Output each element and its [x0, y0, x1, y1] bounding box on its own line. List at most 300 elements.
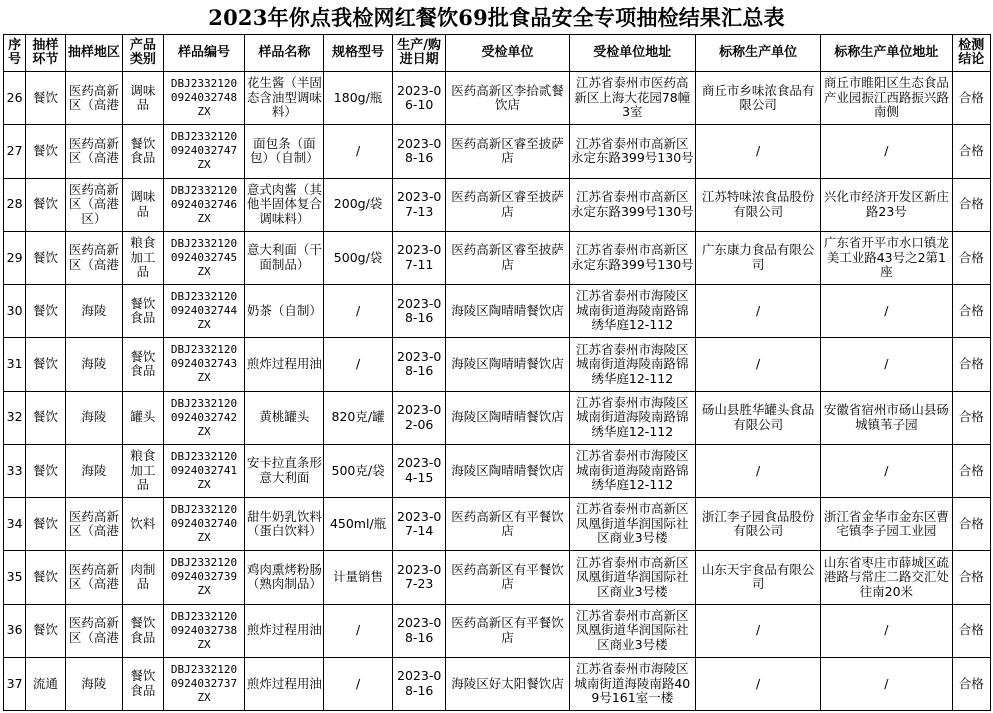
cell-text: 调味品 — [130, 83, 156, 113]
cell-text: 2023-06-10 — [397, 83, 442, 113]
cell-manufacturer — [695, 551, 820, 604]
cell-text: 江苏省泰州市海陵区城南街道海陵南路锦绣华庭12-112 — [576, 342, 689, 386]
cell-stage — [26, 178, 65, 231]
cell-sample-id — [163, 657, 245, 710]
cell-text: 广东省开平市水口镇龙美工业路43号之2第1座 — [823, 236, 949, 280]
header-row — [4, 35, 991, 72]
cell-text: 餐饮食品 — [130, 296, 156, 326]
cell-manufacturer — [695, 125, 820, 178]
cell-stage — [26, 551, 65, 604]
cell-date — [392, 125, 446, 178]
cell-sample-name — [245, 498, 324, 551]
table-row — [4, 444, 991, 497]
col-header-conclusion: 检测结论 — [952, 35, 990, 72]
cell-text: 花生酱（半固态含油型调味料） — [246, 76, 322, 120]
cell-manufacturer-address — [821, 604, 952, 657]
cell-text: 奶茶（自制） — [246, 303, 322, 318]
cell-text: 合格 — [958, 623, 984, 638]
cell-text: 餐饮 — [32, 357, 58, 372]
cell-inspected-unit — [446, 444, 569, 497]
cell-spec — [324, 285, 393, 338]
cell-text: 医药高新区有平餐饮店 — [451, 616, 564, 645]
cell-spec — [324, 551, 393, 604]
cell-sample-name — [245, 657, 324, 710]
cell-text: DBJ2332120 0924032740 ZX — [170, 503, 238, 545]
cell-manufacturer-address — [821, 231, 952, 284]
cell-date — [392, 178, 446, 231]
cell-manufacturer — [695, 231, 820, 284]
cell-sample-id — [163, 338, 245, 391]
cell-text: 合格 — [958, 90, 984, 105]
cell-region — [65, 231, 123, 284]
cell-text: / — [755, 463, 761, 478]
cell-text: 江苏省泰州市高新区永定东路399号130号 — [570, 190, 694, 219]
cell-text: 医药高新区（高港 — [68, 136, 119, 166]
cell-text: 合格 — [958, 197, 984, 212]
cell-conclusion — [952, 498, 990, 551]
cell-region — [65, 657, 123, 710]
cell-text: 海陵 — [81, 676, 107, 691]
cell-text: 海陵区陶晴晴餐饮店 — [451, 303, 564, 318]
cell-text: DBJ2332120 0924032737 ZX — [170, 662, 238, 704]
cell-text: 医药高新区（高港 — [68, 509, 119, 539]
cell-conclusion — [952, 72, 990, 125]
cell-text: 合格 — [958, 463, 984, 478]
cell-text: 2023-08-16 — [397, 616, 442, 645]
cell-text: 江苏省泰州市海陵区城南街道海陵南路锦绣华庭12-112 — [576, 449, 689, 493]
cell-text: 医药高新区李拾贰餐饮店 — [451, 83, 564, 113]
cell-text: DBJ2332120 0924032738 ZX — [170, 609, 238, 651]
cell-text: 820克/罐 — [331, 410, 385, 425]
cell-text: 医药高新区（高港 — [68, 616, 119, 645]
cell-text: 餐饮 — [32, 410, 58, 425]
cell-text: 180g/瓶 — [333, 90, 383, 105]
cell-text: 合格 — [958, 570, 984, 585]
cell-text: 餐饮 — [32, 516, 58, 531]
cell-text: / — [355, 676, 361, 691]
cell-inspected-address — [569, 125, 695, 178]
cell-index — [4, 551, 26, 604]
table-row — [4, 498, 991, 551]
results-table — [3, 34, 991, 711]
cell-sample-id — [163, 391, 245, 444]
cell-text: 兴化市经济开发区新庄路23号 — [823, 190, 949, 219]
cell-sample-name — [245, 72, 324, 125]
cell-text: 2023-04-15 — [397, 456, 442, 485]
cell-region — [65, 178, 123, 231]
cell-text: 江苏省泰州市高新区永定东路399号130号 — [570, 136, 694, 166]
cell-text: 26 — [6, 90, 23, 105]
cell-text: 海陵 — [81, 410, 107, 425]
cell-manufacturer-address — [821, 338, 952, 391]
cell-category — [123, 444, 163, 497]
cell-sample-name — [245, 551, 324, 604]
cell-text: DBJ2332120 0924032746 ZX — [170, 183, 238, 225]
cell-sample-id — [163, 285, 245, 338]
cell-stage — [26, 444, 65, 497]
cell-sample-name — [245, 444, 324, 497]
cell-text: DBJ2332120 0924032739 ZX — [170, 556, 238, 598]
cell-manufacturer — [695, 498, 820, 551]
col-header-manufacturer: 标称生产单位 — [695, 35, 820, 72]
cell-text: 江苏特味浓食品股份有限公司 — [701, 190, 815, 219]
cell-text: 海陵区陶晴晴餐饮店 — [451, 410, 564, 425]
cell-category — [123, 125, 163, 178]
cell-date — [392, 657, 446, 710]
table-row — [4, 391, 991, 444]
cell-text: 合格 — [958, 144, 984, 159]
cell-text: 34 — [6, 516, 23, 531]
cell-manufacturer-address — [821, 391, 952, 444]
cell-region — [65, 498, 123, 551]
cell-text: / — [755, 676, 761, 691]
cell-manufacturer-address — [821, 444, 952, 497]
cell-text: 33 — [6, 463, 23, 478]
cell-sample-name — [245, 231, 324, 284]
cell-text: / — [884, 623, 889, 638]
cell-sample-name — [245, 285, 324, 338]
cell-inspected-unit — [446, 498, 569, 551]
cell-spec — [324, 178, 393, 231]
cell-conclusion — [952, 391, 990, 444]
cell-sample-id — [163, 604, 245, 657]
cell-text: 2023-08-16 — [397, 296, 442, 326]
cell-sample-id — [163, 231, 245, 284]
cell-text: 江苏省泰州市海陵区城南街道海陵南路锦绣华庭12-112 — [576, 395, 689, 439]
cell-index — [4, 657, 26, 710]
cell-text: 2023-08-16 — [397, 349, 442, 379]
cell-text: 意大利面（干面制品） — [246, 243, 322, 272]
cell-text: 浙江李子园食品股份有限公司 — [701, 509, 815, 539]
cell-text: 海陵区陶晴晴餐饮店 — [451, 357, 564, 372]
cell-text: 合格 — [958, 410, 984, 425]
cell-text: 餐饮 — [32, 197, 58, 212]
cell-date — [392, 285, 446, 338]
cell-stage — [26, 285, 65, 338]
cell-inspected-address — [569, 285, 695, 338]
table-row — [4, 125, 991, 178]
cell-spec — [324, 391, 393, 444]
cell-sample-id — [163, 551, 245, 604]
cell-text: 2023-07-11 — [397, 243, 442, 272]
cell-text: / — [755, 303, 761, 318]
col-header-inspected-unit: 受检单位 — [446, 35, 569, 72]
cell-category — [123, 178, 163, 231]
cell-text: 甜牛奶乳饮料（蛋白饮料） — [246, 509, 322, 539]
cell-manufacturer — [695, 338, 820, 391]
cell-region — [65, 604, 123, 657]
cell-date — [392, 72, 446, 125]
cell-manufacturer — [695, 285, 820, 338]
col-header-sample-id: 样品编号 — [163, 35, 245, 72]
cell-sample-id — [163, 178, 245, 231]
cell-conclusion — [952, 285, 990, 338]
cell-spec — [324, 72, 393, 125]
cell-text: 江苏省泰州市高新区凤凰街道华润国际社区商业3号楼 — [576, 555, 689, 599]
cell-index — [4, 338, 26, 391]
cell-spec — [324, 657, 393, 710]
cell-conclusion — [952, 178, 990, 231]
table-row — [4, 231, 991, 284]
cell-inspected-unit — [446, 391, 569, 444]
cell-text: 28 — [6, 197, 23, 212]
table-row — [4, 285, 991, 338]
cell-text: 30 — [6, 303, 23, 318]
cell-sample-name — [245, 604, 324, 657]
cell-text: 肉制品 — [130, 562, 156, 592]
cell-text: 医药高新区有平餐饮店 — [451, 562, 564, 592]
cell-text: 合格 — [958, 357, 984, 372]
cell-date — [392, 338, 446, 391]
cell-text: DBJ2332120 0924032747 ZX — [170, 130, 238, 172]
cell-region — [65, 125, 123, 178]
cell-text: / — [355, 144, 361, 159]
table-row — [4, 338, 991, 391]
cell-text: 500g/袋 — [333, 250, 383, 265]
cell-text: DBJ2332120 0924032744 ZX — [170, 290, 238, 332]
cell-stage — [26, 604, 65, 657]
cell-spec — [324, 231, 393, 284]
cell-text: 江苏省泰州市高新区凤凰街道华润国际社区商业3号楼 — [576, 608, 689, 652]
cell-text: 海陵 — [81, 357, 107, 372]
col-header-spec: 规格型号 — [324, 35, 393, 72]
cell-text: 餐饮 — [32, 144, 58, 159]
cell-date — [392, 391, 446, 444]
cell-manufacturer — [695, 604, 820, 657]
cell-category — [123, 498, 163, 551]
cell-category — [123, 657, 163, 710]
cell-text: 合格 — [958, 303, 984, 318]
cell-text: 500克/袋 — [331, 463, 385, 478]
cell-text: 山东天宇食品有限公司 — [701, 562, 815, 592]
cell-text: 合格 — [958, 516, 984, 531]
cell-category — [123, 604, 163, 657]
cell-manufacturer-address — [821, 125, 952, 178]
cell-inspected-unit — [446, 551, 569, 604]
cell-text: 31 — [6, 357, 23, 372]
cell-manufacturer — [695, 657, 820, 710]
cell-text: 医药高新区（高港 — [68, 243, 119, 272]
cell-index — [4, 72, 26, 125]
cell-spec — [324, 338, 393, 391]
cell-index — [4, 285, 26, 338]
cell-date — [392, 551, 446, 604]
col-header-manufacturer-address: 标称生产单位地址 — [821, 35, 952, 72]
cell-inspected-unit — [446, 338, 569, 391]
cell-region — [65, 391, 123, 444]
cell-manufacturer-address — [821, 72, 952, 125]
cell-text: 32 — [6, 410, 23, 425]
cell-category — [123, 551, 163, 604]
cell-text: DBJ2332120 0924032745 ZX — [170, 236, 238, 278]
col-header-index: 序号 — [4, 35, 26, 72]
cell-text: 海陵区好太阳餐饮店 — [451, 676, 564, 691]
cell-region — [65, 338, 123, 391]
cell-region — [65, 285, 123, 338]
cell-text: 2023-07-14 — [397, 509, 442, 539]
cell-text: 餐饮 — [32, 90, 58, 105]
table-row — [4, 551, 991, 604]
cell-text: 流通 — [32, 676, 58, 691]
cell-text: DBJ2332120 0924032741 ZX — [170, 449, 238, 491]
cell-text: 200g/袋 — [333, 197, 383, 212]
table-row — [4, 72, 991, 125]
cell-inspected-unit — [446, 125, 569, 178]
cell-text: 餐饮 — [32, 463, 58, 478]
cell-stage — [26, 338, 65, 391]
cell-text: 医药高新区睿至披萨店 — [451, 136, 564, 166]
cell-text: 医药高新区（高港 — [68, 83, 119, 113]
cell-text: / — [355, 303, 361, 318]
cell-text: 江苏省泰州市医药高新区上海大花园78幢3室 — [574, 76, 691, 120]
cell-text: 鸡肉熏烤粉肠（熟肉制品） — [246, 562, 322, 592]
cell-text: 2023-08-16 — [397, 136, 442, 166]
cell-text: 海陵 — [81, 463, 107, 478]
cell-conclusion — [952, 231, 990, 284]
cell-index — [4, 604, 26, 657]
cell-text: 合格 — [958, 250, 984, 265]
cell-text: 36 — [6, 623, 23, 638]
cell-text: 餐饮 — [32, 250, 58, 265]
cell-sample-id — [163, 444, 245, 497]
table-row — [4, 657, 991, 710]
cell-conclusion — [952, 551, 990, 604]
cell-text: / — [884, 463, 889, 478]
cell-region — [65, 444, 123, 497]
cell-spec — [324, 604, 393, 657]
cell-stage — [26, 657, 65, 710]
cell-text: 广东康力食品有限公司 — [701, 243, 815, 272]
cell-text: 粮食加工品 — [130, 449, 156, 493]
cell-text: 合格 — [958, 676, 984, 691]
cell-conclusion — [952, 125, 990, 178]
cell-sample-id — [163, 125, 245, 178]
table-row — [4, 178, 991, 231]
cell-region — [65, 551, 123, 604]
col-header-sample-name: 样品名称 — [245, 35, 324, 72]
cell-text: 29 — [6, 250, 23, 265]
cell-text: 面包条（面包）（自制） — [249, 136, 319, 166]
cell-text: 医药高新区（高港 — [68, 562, 119, 592]
cell-text: 砀山县胜华罐头食品有限公司 — [701, 403, 815, 432]
cell-text: 罐头 — [130, 410, 156, 425]
cell-index — [4, 178, 26, 231]
cell-category — [123, 231, 163, 284]
cell-text: 餐饮食品 — [130, 669, 156, 698]
cell-text: 餐饮食品 — [130, 349, 156, 379]
cell-text: 餐饮食品 — [130, 616, 156, 645]
cell-manufacturer-address — [821, 657, 952, 710]
col-header-region: 抽样地区 — [65, 35, 123, 72]
table-row — [4, 604, 991, 657]
cell-date — [392, 231, 446, 284]
cell-spec — [324, 125, 393, 178]
cell-inspected-unit — [446, 657, 569, 710]
cell-text: 安徽省宿州市砀山县砀城镇苇子园 — [823, 403, 949, 432]
cell-text: / — [355, 623, 361, 638]
cell-text: DBJ2332120 0924032743 ZX — [170, 343, 238, 385]
cell-inspected-address — [569, 391, 695, 444]
cell-conclusion — [952, 604, 990, 657]
cell-index — [4, 231, 26, 284]
cell-index — [4, 391, 26, 444]
cell-text: / — [884, 676, 889, 691]
cell-spec — [324, 444, 393, 497]
cell-sample-id — [163, 498, 245, 551]
cell-manufacturer — [695, 178, 820, 231]
cell-text: 37 — [6, 676, 23, 691]
cell-conclusion — [952, 444, 990, 497]
cell-manufacturer-address — [821, 285, 952, 338]
cell-sample-name — [245, 338, 324, 391]
cell-text: 计量销售 — [333, 570, 384, 585]
col-header-inspected-address: 受检单位地址 — [569, 35, 695, 72]
cell-text: / — [884, 357, 889, 372]
col-header-stage: 抽样环节 — [26, 35, 65, 72]
table-body — [4, 72, 991, 711]
cell-inspected-address — [569, 338, 695, 391]
cell-text: 2023-08-16 — [397, 669, 442, 698]
cell-category — [123, 285, 163, 338]
cell-text: / — [755, 357, 761, 372]
cell-inspected-address — [569, 231, 695, 284]
cell-inspected-unit — [446, 178, 569, 231]
cell-text: 医药高新区（高港区） — [68, 182, 119, 226]
cell-stage — [26, 391, 65, 444]
cell-text: DBJ2332120 0924032742 ZX — [170, 396, 238, 438]
cell-inspected-address — [569, 72, 695, 125]
cell-text: 餐饮 — [32, 303, 58, 318]
cell-inspected-address — [569, 551, 695, 604]
cell-stage — [26, 125, 65, 178]
cell-category — [123, 391, 163, 444]
cell-manufacturer-address — [821, 178, 952, 231]
cell-text: 医药高新区睿至披萨店 — [451, 190, 564, 219]
cell-text: / — [884, 303, 889, 318]
cell-stage — [26, 231, 65, 284]
cell-text: 江苏省泰州市海陵区城南街道海陵南路锦绣华庭12-112 — [576, 289, 689, 333]
cell-text: 2023-07-13 — [397, 190, 442, 219]
cell-text: 医药高新区有平餐饮店 — [451, 509, 564, 539]
cell-sample-id — [163, 72, 245, 125]
cell-index — [4, 444, 26, 497]
cell-text: 2023-07-23 — [397, 562, 442, 592]
cell-date — [392, 498, 446, 551]
cell-text: DBJ2332120 0924032748 ZX — [170, 77, 238, 119]
col-header-category: 产品类别 — [123, 35, 163, 72]
cell-manufacturer — [695, 72, 820, 125]
cell-conclusion — [952, 338, 990, 391]
cell-manufacturer-address — [821, 498, 952, 551]
cell-index — [4, 125, 26, 178]
cell-inspected-unit — [446, 604, 569, 657]
cell-spec — [324, 498, 393, 551]
cell-text: 粮食加工品 — [130, 236, 156, 280]
cell-text: 煎炸过程用油 — [246, 676, 322, 691]
cell-text: 27 — [6, 144, 23, 159]
cell-sample-name — [245, 125, 324, 178]
cell-text: 餐饮 — [32, 623, 58, 638]
cell-text: 调味品 — [130, 190, 156, 219]
sheet-title: 2023年你点我检网红餐饮69批食品安全专项抽检结果汇总表 — [208, 5, 785, 30]
col-header-date: 生产/购进日期 — [392, 35, 446, 72]
cell-inspected-unit — [446, 72, 569, 125]
cell-inspected-unit — [446, 231, 569, 284]
cell-text: 商丘市乡味浓食品有限公司 — [701, 83, 815, 113]
cell-inspected-unit — [446, 285, 569, 338]
cell-text: 黄桃罐头 — [259, 410, 310, 425]
cell-text: / — [755, 144, 761, 159]
